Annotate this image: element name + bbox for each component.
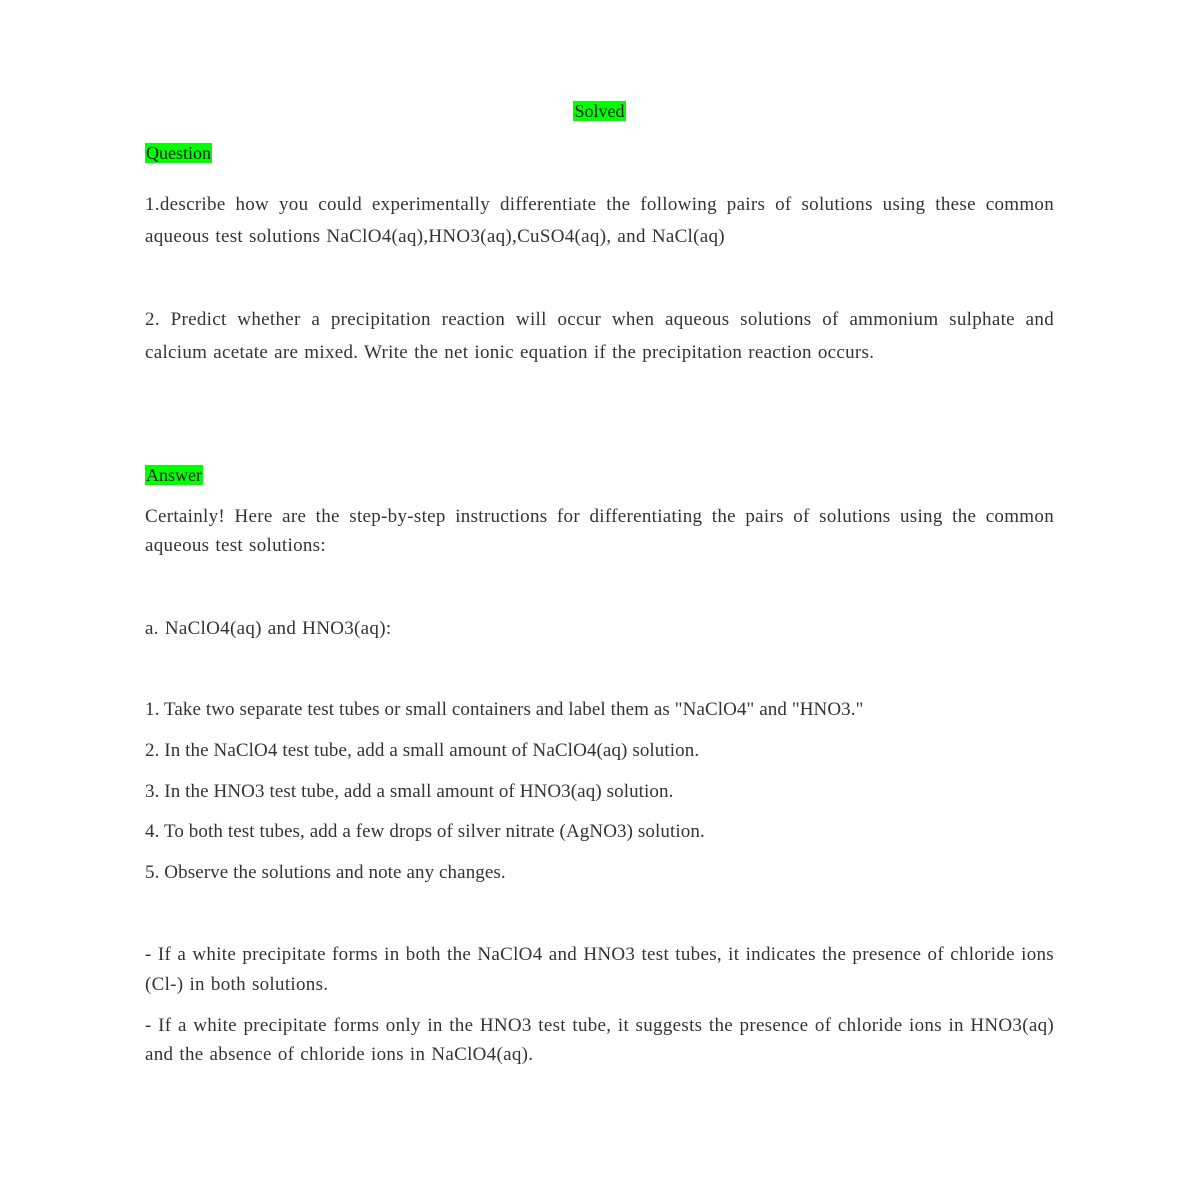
answer-intro: Certainly! Here are the step-by-step instructions for differentiating the pairs of solutions using the common aqueous test solutions: [145,506,1054,556]
pair-heading: a. NaClO4(aq) and HNO3(aq): [145,618,392,639]
question-label-row [145,142,212,164]
question-label: Question [146,143,211,163]
step-item: 5. Observe the solutions and note any changes. [145,862,506,883]
title-row [145,100,1054,122]
question-2: 2. Predict whether a precipitation reaction will occur when aqueous solutions of ammonium sulphate and calcium acetate are mixed. Write the net ionic equation if the precipitation reaction occurs. [145,309,1054,363]
question-1: 1.describe how you could experimentally differentiate the following pairs of solutions using these common aqueous test solutions NaClO4(aq),HNO3(aq),CuSO4(aq), and NaCl(aq) [145,194,1054,247]
step-item: 2. In the NaClO4 test tube, add a small amount of NaClO4(aq) solution. [145,740,700,761]
step-item: 1. Take two separate test tubes or small containers and label them as "NaClO4" and "HNO3." [145,699,864,720]
page-title: Solved [574,101,625,121]
step-item: 3. In the HNO3 test tube, add a small amount of HNO3(aq) solution. [145,781,674,802]
document-page [145,0,1054,1200]
answer-label-row [145,464,203,486]
answer-label: Answer [146,465,202,485]
step-item: 4. To both test tubes, add a few drops of silver nitrate (AgNO3) solution. [145,821,705,842]
observation-item: - If a white precipitate forms only in the HNO3 test tube, it suggests the presence of chloride ions in HNO3(aq) and the absence of chloride ions in NaClO4(aq). [145,1015,1054,1065]
observation-item: - If a white precipitate forms in both the NaClO4 and HNO3 test tubes, it indicates the presence of chloride ions (Cl-) in both solutions. [145,944,1054,995]
